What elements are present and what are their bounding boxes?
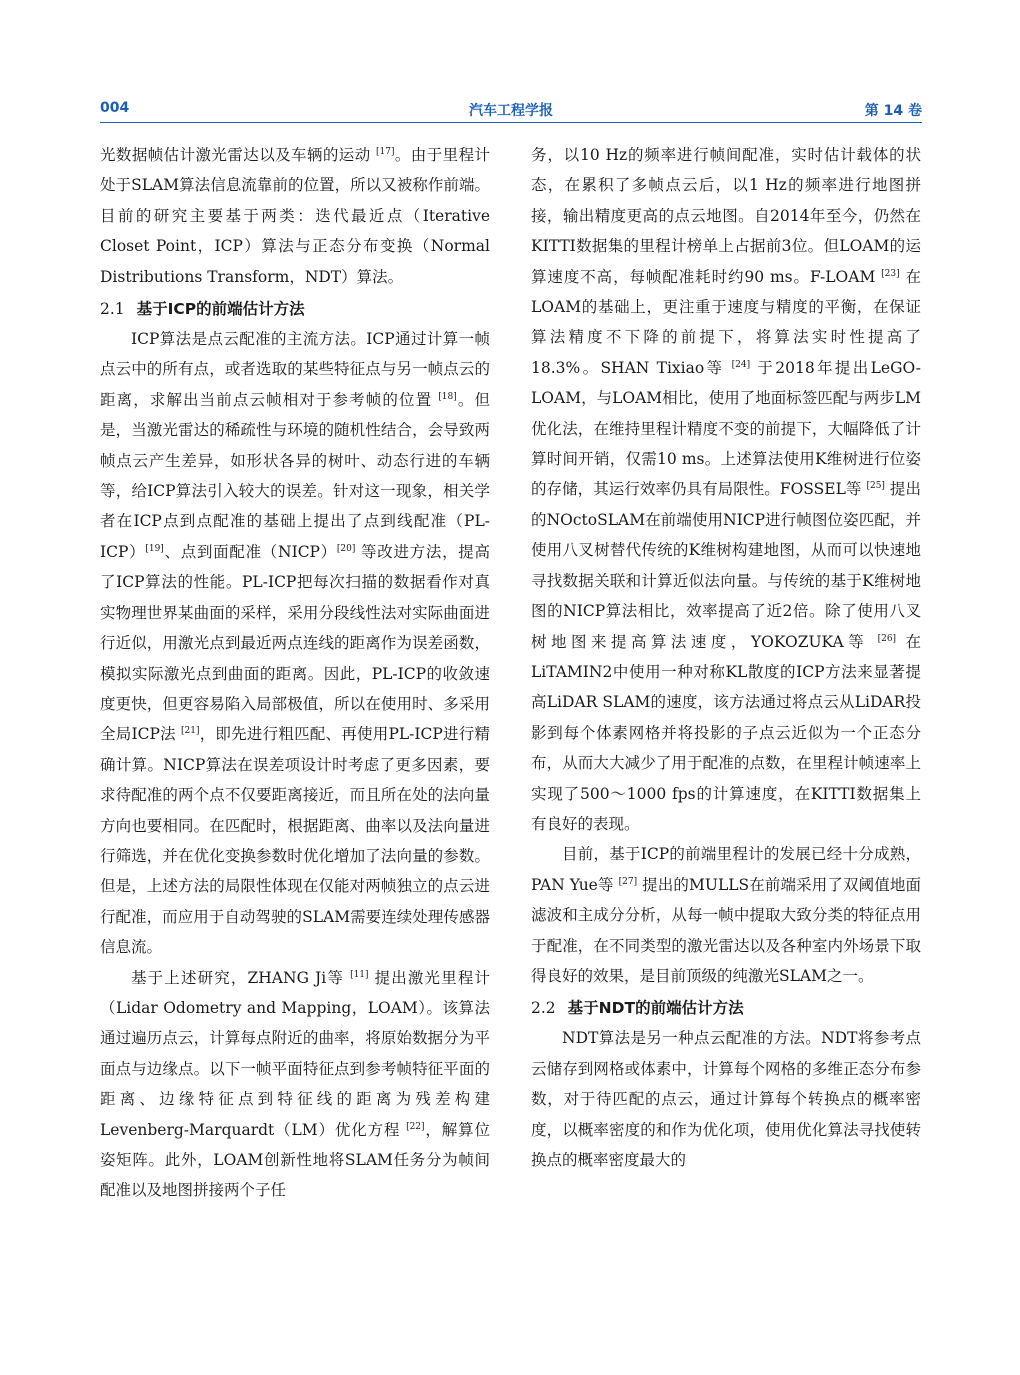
section-number: 2.1 [100,300,125,319]
citation-ref: [18] [438,391,457,402]
section-number: 2.2 [531,999,556,1018]
citation-ref: [25] [866,481,885,492]
section-heading-2-1 [100,294,490,324]
paragraph: 务，以10 Hz的频率进行帧间配准，实时估计载体的状态，在累积了多帧点云后，以1 Hz的频率进行地图拼接，输出精度更高的点云地图。自2014年至今，仍然在KITTI数据集的里程计榜单上占据前3位。但LOAM的运算速度不高，每帧配准耗时约90 ms。F-LOAM [23] 在LOAM的基础上，更注重于速度与精度的平衡，在保证算法精度不下降的前提下，将算法实时性提高了18.3%。SHAN Tixiao等 [24] 于2018年提出LeGO-LOAM，与LOAM相比，使用了地面标签匹配与两步LM优化法，在维持里程计精度不变的前提下，大幅降低了计算时间开销，仅需10 ms。上述算法使用K维树进行位姿的存储，其运行效率仍具有局限性。FOSSEL等 [25] 提出的NOctoSLAM在前端使用NICP进行帧图位姿匹配，并使用八叉树替代传统的K维树构建地图，从而可以快速地寻找数据关联和计算近似法向量。与传统的基于K维树地图的NICP算法相比，效率提高了近2倍。除了使用八叉树地图来提高算法速度，YOKOZUKA等 [26] 在LiTAMIN2中使用一种对称KL散度的ICP方法来显著提高LiDAR SLAM的速度，该方法通过将点云从LiDAR投影到每个体素网格并将投影的子点云近似为一个正态分布，从而大大减少了用于配准的点数，在里程计帧速率上实现了500～1000 fps的计算速度，在KITTI数据集上有良好的表现。 [531,146,921,833]
citation-ref: [22] [406,1121,425,1132]
citation-ref: [11] [350,969,369,980]
section-title: 基于NDT的前端估计方法 [567,999,744,1018]
paragraph: 光数据帧估计激光雷达以及车辆的运动 [17]。由于里程计处于SLAM算法信息流靠前的位置，所以又被称作前端。目前的研究主要基于两类：迭代最近点（Iterative Closet Point，ICP）算法与正态分布变换（Normal Distributions Transform，NDT）算法。 [100,146,490,286]
citation-ref: [23] [881,268,900,279]
volume-label: 第 14 卷 [864,103,922,119]
paragraph: 目前，基于ICP的前端里程计的发展已经十分成熟，PAN Yue等 [27] 提出的MULLS在前端采用了双阈值地面滤波和主成分分析，从每一帧中提取大致分类的特征点用于配准，在不同类型的激光雷达以及各种室内外场景下取得良好的效果，是目前顶级的纯激光SLAM之一。 [531,845,921,985]
citation-ref: [20] [336,543,356,554]
citation-ref: [19] [145,543,164,554]
citation-ref: [21] [180,726,200,737]
citation-ref: [24] [731,359,751,370]
citation-ref: [26] [877,633,897,644]
paragraph: ICP算法是点云配准的主流方法。ICP通过计算一帧点云中的所有点，或者选取的某些特征点与另一帧点云的距离，求解出当前点云帧相对于参考帧的位置 [18]。但是，当激光雷达的稀疏性与环境的随机性结合，会导致两帧点云产生差异，如形状各异的树叶、动态行进的车辆等，给ICP算法引入较大的误差。针对这一现象，相关学者在ICP点到点配准的基础上提出了点到线配准（PL-ICP）[19]、点到面配准（NICP）[20] 等改进方法，提高了ICP算法的性能。PL-ICP把每次扫描的数据看作对真实物理世界某曲面的采样，采用分段线性法对实际曲面进行近似，用激光点到最近两点连线的距离作为误差函数，模拟实际激光点到曲面的距离。因此，PL-ICP的收敛速度更快，但更容易陷入局部极值，所以在使用时、多采用全局ICP法 [21]，即先进行粗匹配、再使用PL-ICP进行精确计算。NICP算法在误差项设计时考虑了更多因素，要求待配准的两个点不仅要距离接近，而且所在处的法向量方向也要相同。在匹配时，根据距离、曲率以及法向量进行筛选，并在优化变换参数时优化增加了法向量的参数。但是，上述方法的局限性体现在仅能对两帧独立的点云进行配准，而应用于自动驾驶的SLAM需要连续处理传感器信息流。 [100,330,490,957]
header-rule [100,122,922,123]
running-header [100,100,922,122]
right-column [531,140,921,1175]
citation-ref: [27] [618,876,638,887]
section-title: 基于ICP的前端估计方法 [136,300,305,319]
left-column [100,140,490,1206]
page-number: 004 [100,100,130,116]
journal-title: 汽车工程学报 [469,103,553,119]
paragraph: 基于上述研究，ZHANG Ji等 [11] 提出激光里程计（Lidar Odometry and Mapping，LOAM）。该算法通过遍历点云，计算每点附近的曲率，将原始数据分为平面点与边缘点。以下一帧平面特征点到参考帧特征平面的距离、边缘特征点到特征线的距离为残差构建 Levenberg-Marquardt（LM）优化方程 [22]，解算位姿矩阵。此外，LOAM创新性地将SLAM任务分为帧间配准以及地图拼接两个子任 [100,968,490,1200]
citation-ref: [17] [375,147,395,157]
paragraph: NDT算法是另一种点云配准的方法。NDT将参考点云储存到网格或体素中，计算每个网格的多维正态分布参数，对于待匹配的点云，通过计算每个转换点的概率密度，以概率密度的和作为优化项，使用优化算法寻找使转换点的概率密度最大的 [531,1029,921,1169]
section-heading-2-2 [531,993,921,1023]
